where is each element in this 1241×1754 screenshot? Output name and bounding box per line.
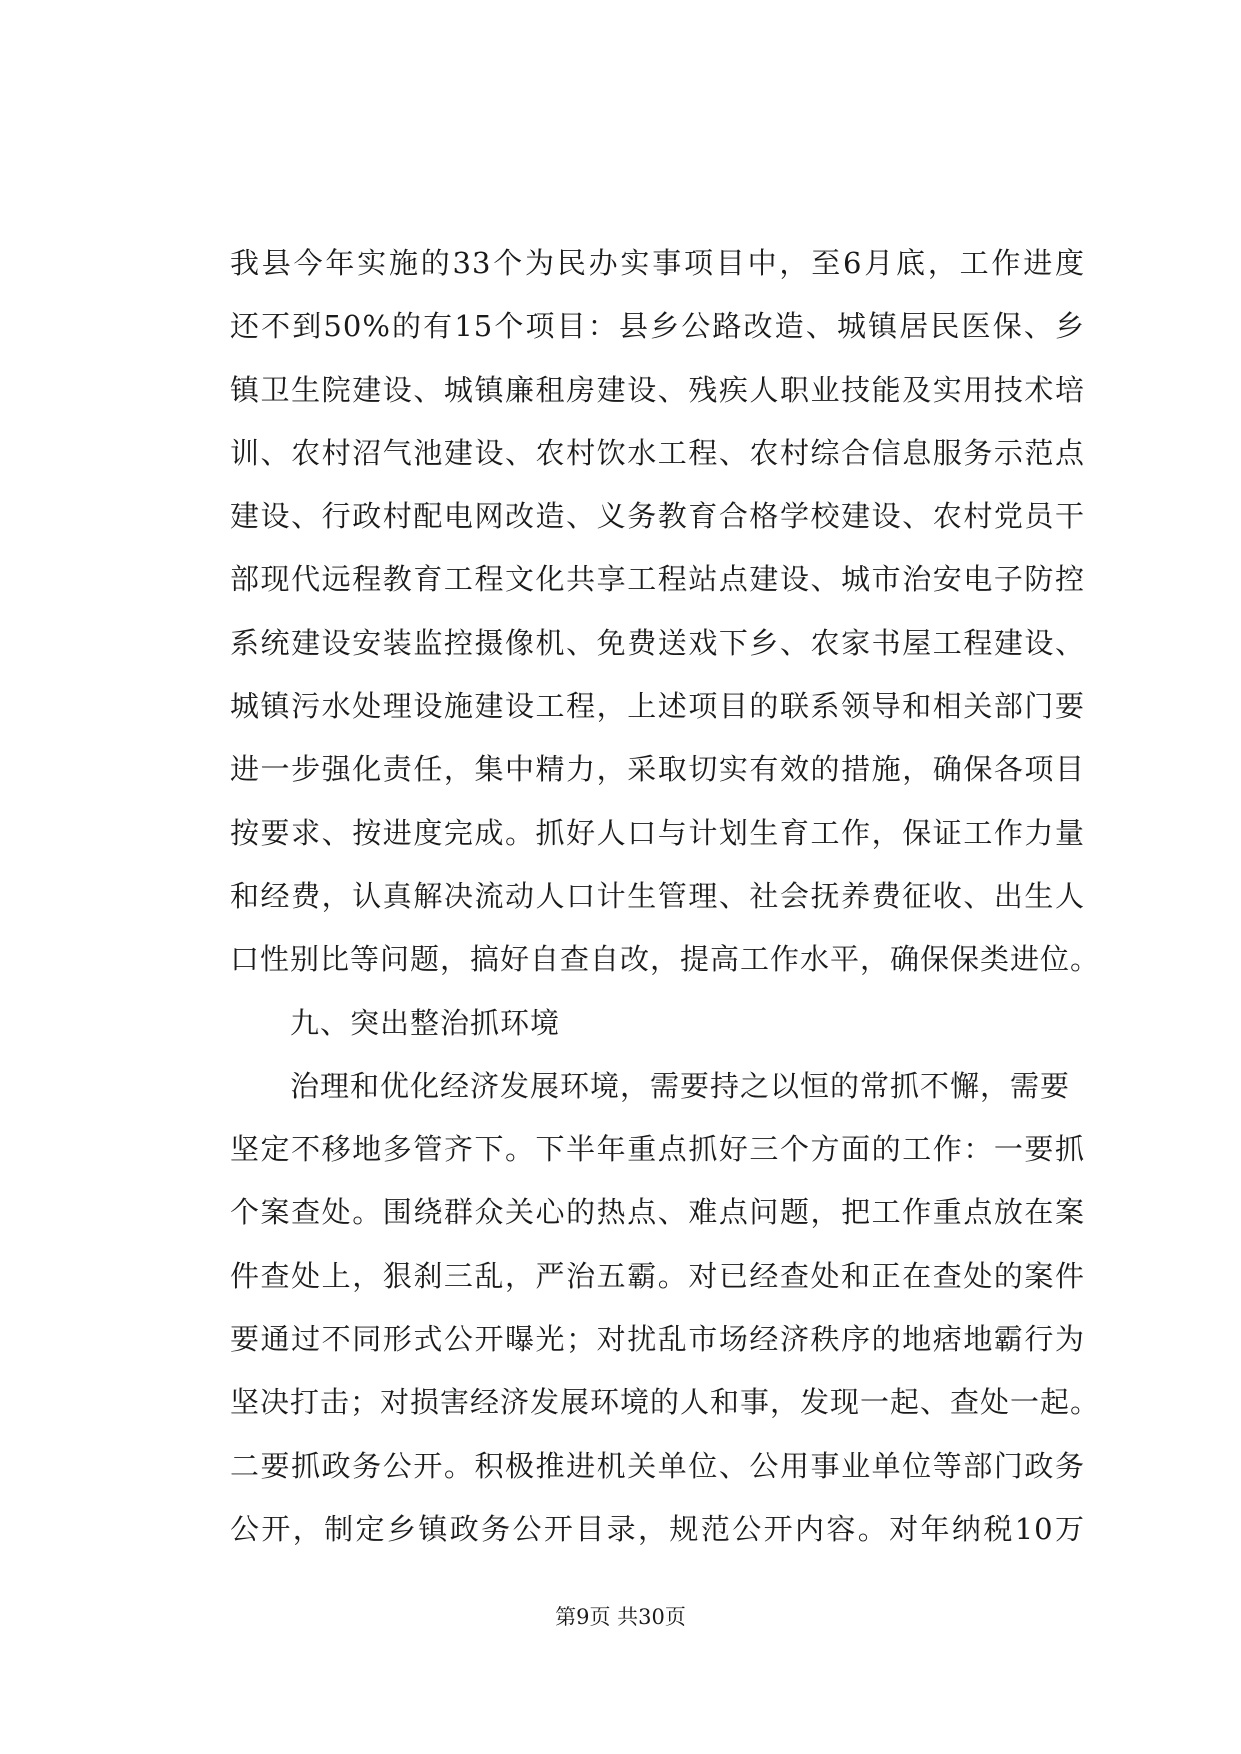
- text-line: 系统建设安装监控摄像机、免费送戏下乡、农家书屋工程建设、: [230, 625, 1085, 660]
- body-text: [230, 232, 1101, 1561]
- text-line: 我县今年实施的33个为民办实事项目中，至6月底，工作进度: [230, 246, 1085, 280]
- text-line: 训、农村沼气池建设、农村饮水工程、农村综合信息服务示范点: [230, 435, 1085, 470]
- text-line: 公开，制定乡镇政务公开目录，规范公开内容。对年纳税10万: [230, 1511, 1085, 1546]
- text-line: 件查处上，狠刹三乱，严治五霸。对已经查处和正在查处的案件: [230, 1258, 1085, 1293]
- text-line: 部现代远程教育工程文化共享工程站点建设、城市治安电子防控: [230, 562, 1085, 597]
- text-line: 坚决打击；对损害经济发展环境的人和事，发现一起、查处一起。: [230, 1385, 1101, 1420]
- text-line: 二要抓政务公开。积极推进机关单位、公用事业单位等部门政务: [230, 1448, 1085, 1483]
- text-line: 个案查处。围绕群众关心的热点、难点问题，把工作重点放在案: [230, 1195, 1085, 1230]
- text-line: 还不到50%的有15个项目：县乡公路改造、城镇居民医保、乡: [230, 309, 1085, 344]
- section-heading: 九、突出整治抓环境: [290, 1005, 561, 1040]
- page-number: 第9页 共30页: [555, 1605, 686, 1629]
- text-line: 建设、行政村配电网改造、义务教育合格学校建设、农村党员干: [230, 499, 1085, 534]
- text-line: 要通过不同形式公开曝光；对扰乱市场经济秩序的地痞地霸行为: [230, 1322, 1085, 1357]
- text-line: 治理和优化经济发展环境，需要持之以恒的常抓不懈，需要: [290, 1068, 1071, 1103]
- text-line: 镇卫生院建设、城镇廉租房建设、残疾人职业技能及实用技术培: [230, 372, 1085, 407]
- text-line: 坚定不移地多管齐下。下半年重点抓好三个方面的工作：一要抓: [230, 1132, 1085, 1167]
- text-line: 进一步强化责任，集中精力，采取切实有效的措施，确保各项目: [230, 752, 1085, 787]
- text-line: 口性别比等问题，搞好自查自改，提高工作水平，确保保类进位。: [230, 942, 1101, 977]
- text-line: 和经费，认真解决流动人口计生管理、社会抚养费征收、出生人: [230, 878, 1085, 913]
- text-line: 城镇污水处理设施建设工程，上述项目的联系领导和相关部门要: [230, 689, 1085, 724]
- text-line: 按要求、按进度完成。抓好人口与计划生育工作，保证工作力量: [230, 815, 1085, 850]
